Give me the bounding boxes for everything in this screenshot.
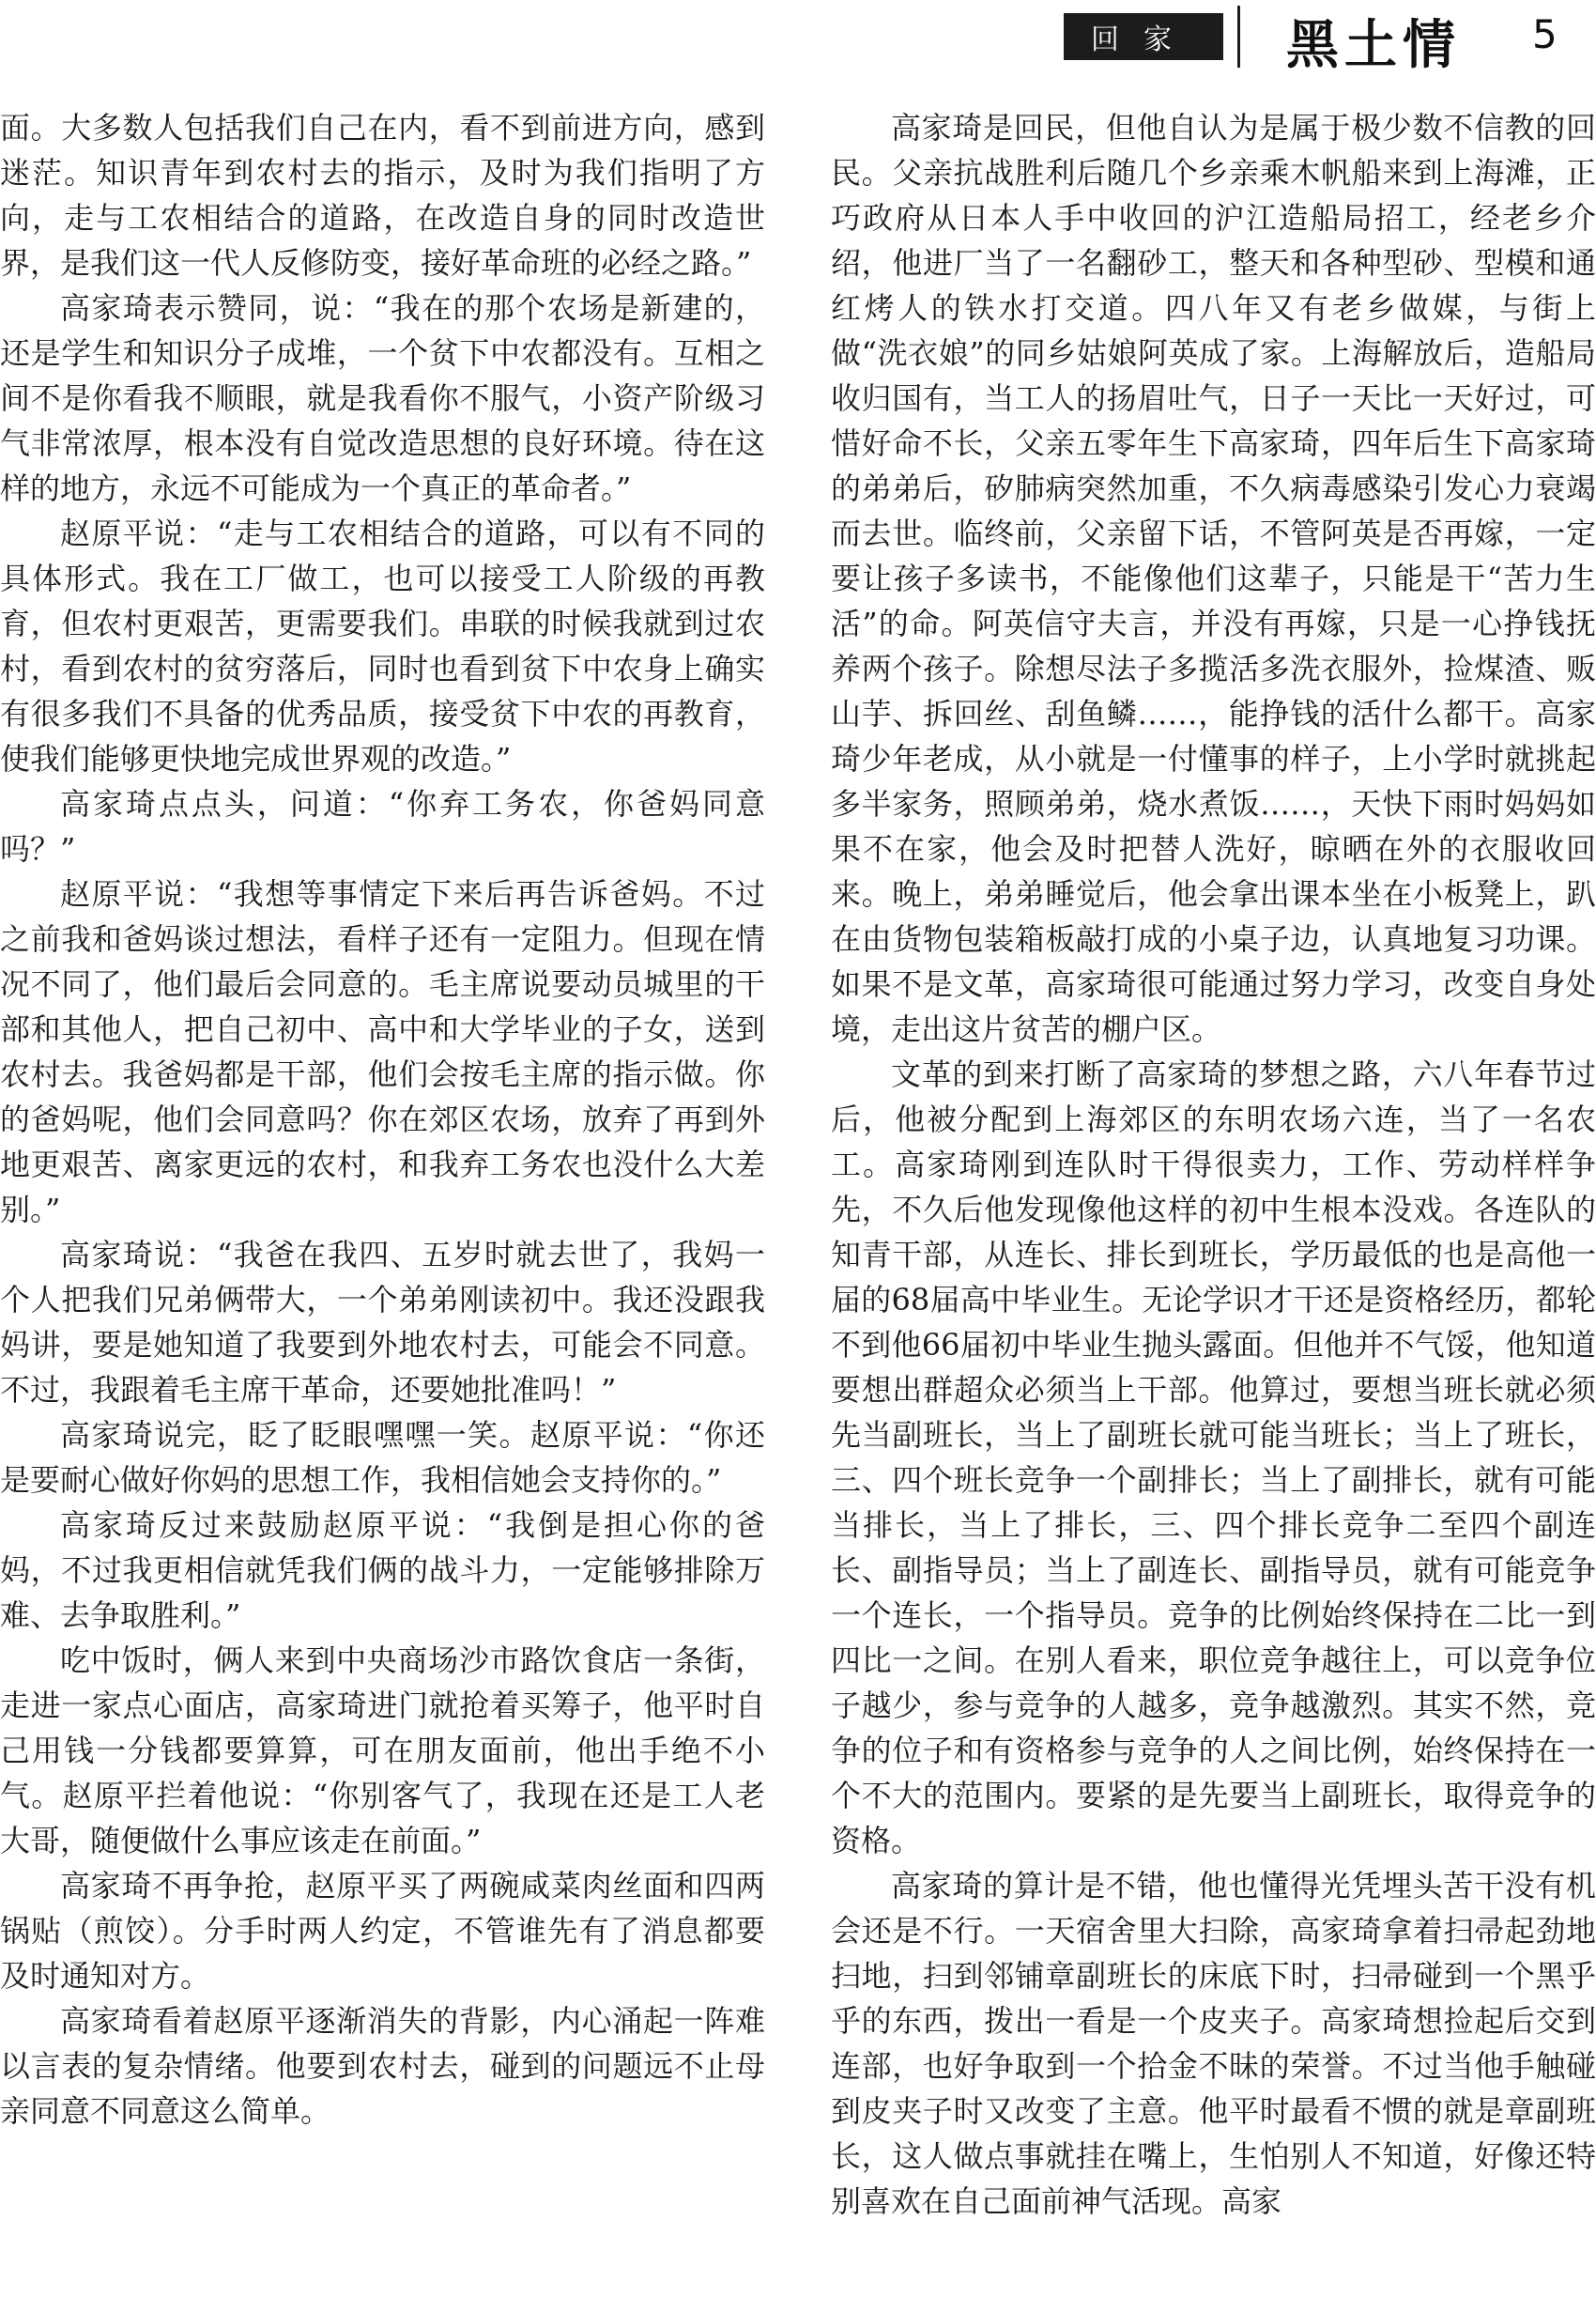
- paragraph: 赵原平说：“走与工农相结合的道路，可以有不同的具体形式。我在工厂做工，也可以接受工人阶级的再教育，但农村更艰苦，更需要我们。串联的时候我就到过农村，看到农村的贫穷落后，同时也看到贫下中农身上确实有很多我们不具备的优秀品质，接受贫下中农的再教育，使我们能够更快地完成世界观的改造。”: [0, 516, 765, 777]
- paragraph: 面。大多数人包括我们自己在内，看不到前进方向，感到迷茫。知识青年到农村去的指示，及时为我们指明了方向，走与工农相结合的道路，在改造自身的同时改造世界，是我们这一代人反修防变，接好革命班的必经之路。”: [0, 110, 765, 281]
- paragraph: 高家琦的算计是不错，他也懂得光凭埋头苦干没有机会还是不行。一天宿舍里大扫除，高家琦拿着扫帚起劲地扫地，扫到邻铺章副班长的床底下时，扫帚碰到一个黑乎乎的东西，拨出一看是一个皮夹子。高家琦想捡起后交到连部，也好争取到一个拾金不昧的荣誉。不过当他手触碰到皮夹子时又改变了主意。他平时最看不惯的就是章副班长，这人做点事就挂在嘴上，生怕别人不知道，好像还特别喜欢在自己面前神气活现。高家: [831, 1868, 1596, 2219]
- paragraph: 高家琦说：“我爸在我四、五岁时就去世了，我妈一个人把我们兄弟俩带大，一个弟弟刚读初中。我还没跟我妈讲，要是她知道了我要到外地农村去，可能会不同意。不过，我跟着毛主席干革命，还要她批准吗！”: [0, 1237, 765, 1408]
- page-header: [0, 0, 1596, 85]
- paragraph: 高家琦看着赵原平逐渐消失的背影，内心涌起一阵难以言表的复杂情绪。他要到农村去，碰到的问题远不止母亲同意不同意这么简单。: [0, 2003, 765, 2129]
- left-column: [0, 105, 765, 2312]
- paragraph: 高家琦不再争抢，赵原平买了两碗咸菜肉丝面和四两锅贴（煎饺）。分手时两人约定，不管谁先有了消息都要及时通知对方。: [0, 1868, 765, 1994]
- paragraph: 文革的到来打断了高家琦的梦想之路，六八年春节过后，他被分配到上海郊区的东明农场六连，当了一名农工。高家琦刚到连队时干得很卖力，工作、劳动样样争先，不久后他发现像他这样的初中生根本没戏。各连队的知青干部，从连长、排长到班长，学历最低的也是高他一届的68届高中毕业生。无论学识才干还是资格经历，都轮不到他66届初中毕业生抛头露面。但他并不气馁，他知道要想出群超众必须当上干部。他算过，要想当班长就必须先当副班长，当上了副班长就可能当班长；当上了班长，三、四个班长竞争一个副排长；当上了副排长，就有可能当排长，当上了排长，三、四个排长竞争二至四个副连长、副指导员；当上了副连长、副指导员，就有可能竞争一个连长，一个指导员。竞争的比例始终保持在二比一到四比一之间。在别人看来，职位竞争越往上，可以竞争位子越少，参与竞争的人越多，竞争越激烈。其实不然，竞争的位子和有资格参与竞争的人之间比例，始终保持在一个不大的范围内。要紧的是先要当上副班长，取得竞争的资格。: [831, 1056, 1596, 1858]
- paragraph: 高家琦点点头，问道：“你弃工务农，你爸妈同意吗？”: [0, 786, 765, 867]
- section-tag: 回家: [1064, 13, 1223, 60]
- paragraph: 高家琦表示赞同，说：“我在的那个农场是新建的，还是学生和知识分子成堆，一个贫下中农都没有。互相之间不是你看我不顺眼，就是我看你不服气，小资产阶级习气非常浓厚，根本没有自觉改造思想的良好环境。待在这样的地方，永远不可能成为一个真正的革命者。”: [0, 290, 765, 506]
- page-number: 5: [1532, 11, 1558, 57]
- paragraph: 高家琦是回民，但他自认为是属于极少数不信教的回民。父亲抗战胜利后随几个乡亲乘木帆船来到上海滩，正巧政府从日本人手中收回的沪江造船局招工，经老乡介绍，他进厂当了一名翻砂工，整天和各种型砂、型模和通红烤人的铁水打交道。四八年又有老乡做媒，与街上做“洗衣娘”的同乡姑娘阿英成了家。上海解放后，造船局收归国有，当工人的扬眉吐气，日子一天比一天好过，可惜好命不长，父亲五零年生下高家琦，四年后生下高家琦的弟弟后，矽肺病突然加重，不久病毒感染引发心力衰竭而去世。临终前，父亲留下话，不管阿英是否再嫁，一定要让孩子多读书，不能像他们这辈子，只能是干“苦力生活”的命。阿英信守夫言，并没有再嫁，只是一心挣钱抚养两个孩子。除想尽法子多揽活多洗衣服外，捡煤渣、贩山芋、拆回丝、刮鱼鳞……，能挣钱的活什么都干。高家琦少年老成，从小就是一付懂事的样子，上小学时就挑起多半家务，照顾弟弟，烧水煮饭……，天快下雨时妈妈如果不在家，他会及时把替人洗好，晾晒在外的衣服收回来。晚上，弟弟睡觉后，他会拿出课本坐在小板凳上，趴在由货物包装箱板敲打成的小桌子边，认真地复习功课。如果不是文革，高家琦很可能通过努力学习，改变自身处境，走出这片贫苦的棚户区。: [831, 110, 1596, 1047]
- paragraph: 吃中饭时，俩人来到中央商场沙市路饮食店一条街，走进一家点心面店，高家琦进门就抢着买筹子，他平时自己用钱一分钱都要算算，可在朋友面前，他出手绝不小气。赵原平拦着他说：“你别客气了，我现在还是工人老大哥，随便做什么事应该走在前面。”: [0, 1642, 765, 1858]
- header-divider: [1237, 6, 1240, 68]
- right-column: [831, 105, 1596, 2312]
- paragraph: 赵原平说：“我想等事情定下来后再告诉爸妈。不过之前我和爸妈谈过想法，看样子还有一定阻力。但现在情况不同了，他们最后会同意的。毛主席说要动员城里的干部和其他人，把自己初中、高中和大学毕业的子女，送到农村去。我爸妈都是干部，他们会按毛主席的指示做。你的爸妈呢，他们会同意吗？你在郊区农场，放弃了再到外地更艰苦、离家更远的农村，和我弃工务农也没什么大差别。”: [0, 876, 765, 1227]
- magazine-logo: 黑土情: [1286, 14, 1461, 76]
- paragraph: 高家琦反过来鼓励赵原平说：“我倒是担心你的爸妈，不过我更相信就凭我们俩的战斗力，一定能够排除万难、去争取胜利。”: [0, 1507, 765, 1633]
- paragraph: 高家琦说完，眨了眨眼嘿嘿一笑。赵原平说：“你还是要耐心做好你妈的思想工作，我相信她会支持你的。”: [0, 1417, 765, 1498]
